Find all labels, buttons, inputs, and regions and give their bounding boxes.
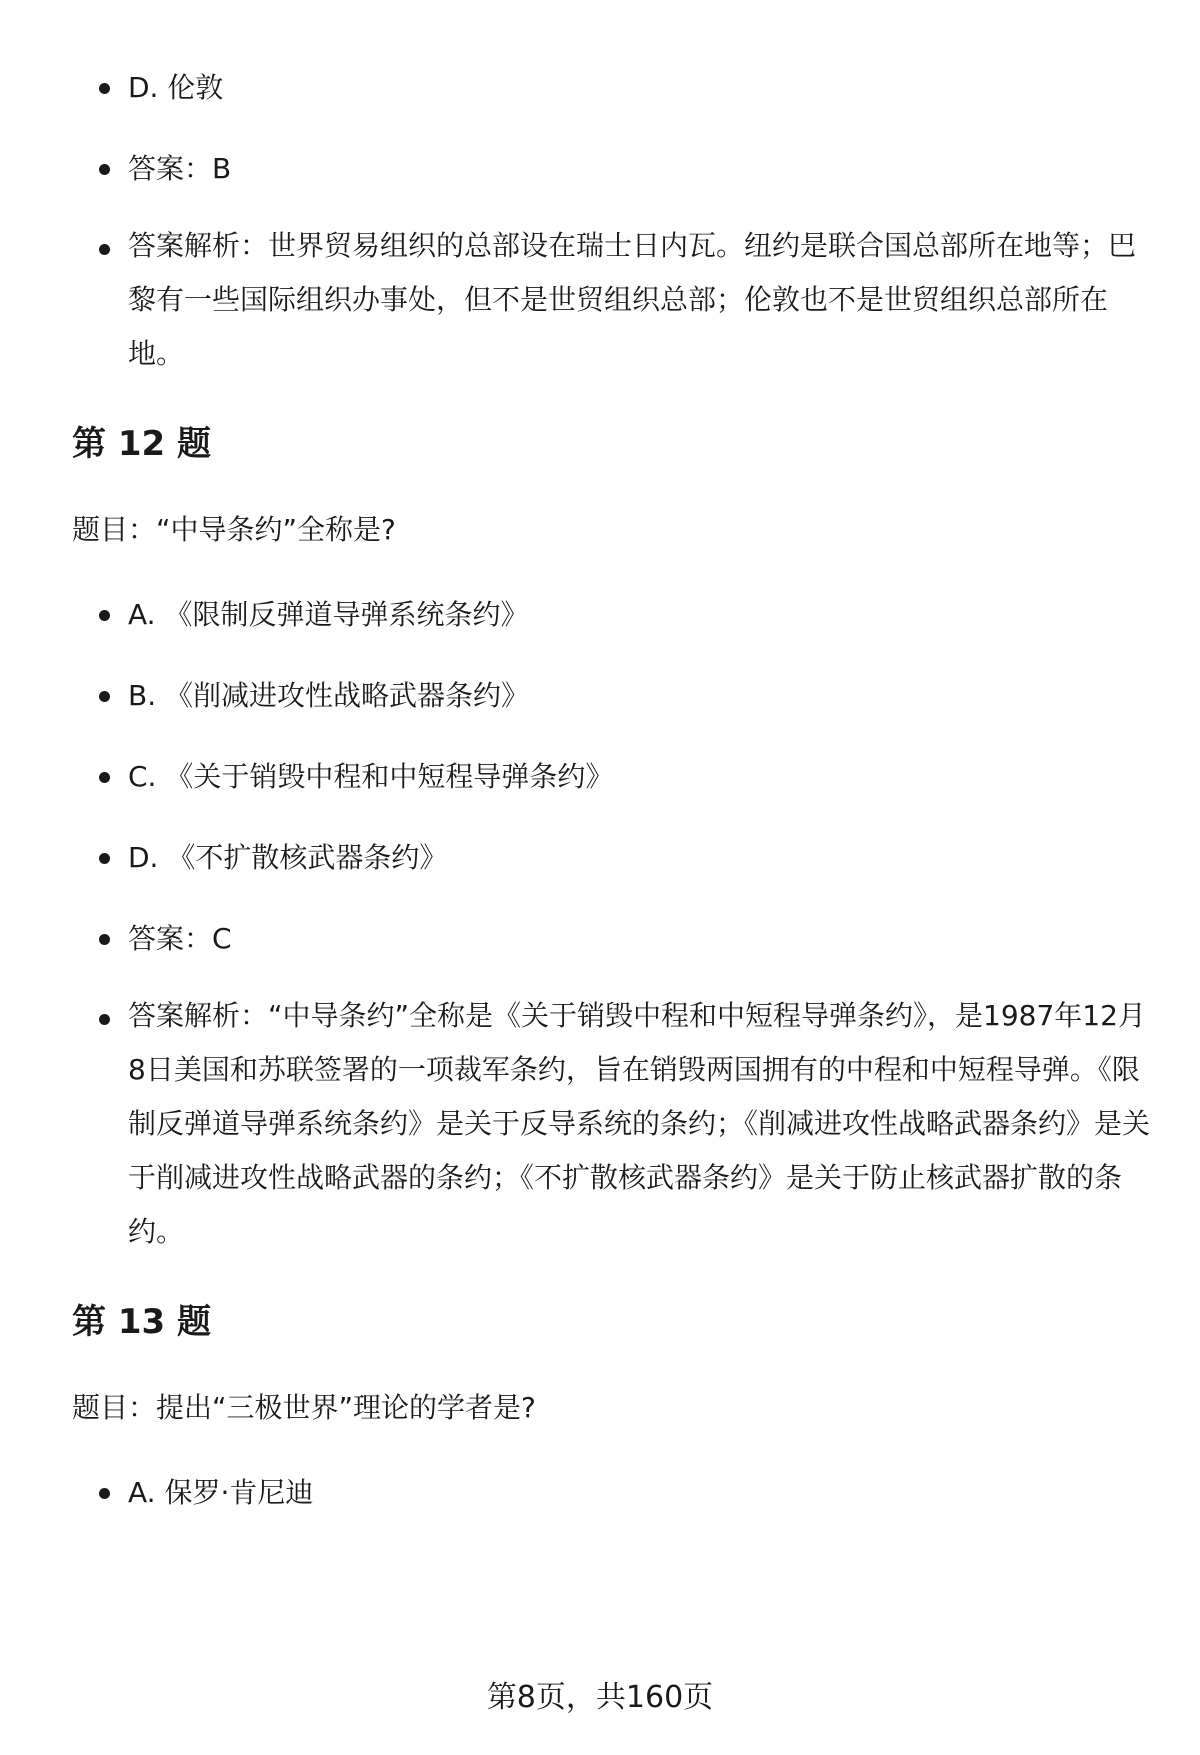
answer: 答案：C: [72, 909, 1152, 969]
question-text-12: 题目：“中导条约”全称是?: [72, 513, 396, 546]
option-a: A. 保罗·肯尼迪: [72, 1463, 1152, 1523]
prev-question-list: [72, 58, 1152, 381]
page-number-footer: 第8页，共160页: [486, 1680, 714, 1715]
question-heading-13: 第 13 题: [72, 1302, 211, 1342]
answer-explanation: 答案解析：世界贸易组织的总部设在瑞士日内瓦。纽约是联合国总部所在地等；巴黎有一些国际组织办事处，但不是世贸组织总部；伦敦也不是世贸组织总部所在地。: [72, 219, 1152, 381]
option-c: C. 《关于销毁中程和中短程导弹条约》: [72, 747, 1152, 807]
answer-explanation: 答案解析：“中导条约”全称是《关于销毁中程和中短程导弹条约》，是1987年12月8日美国和苏联签署的一项裁军条约，旨在销毁两国拥有的中程和中短程导弹。《限制反弹道导弹系统条约》是关于反导系统的条约；《削减进攻性战略武器条约》是关于削减进攻性战略武器的条约；《不扩散核武器条约》是关于防止核武器扩散的条约。: [72, 989, 1152, 1259]
option-a: A. 《限制反弹道导弹系统条约》: [72, 585, 1152, 645]
question-12-list: [72, 585, 1152, 1259]
answer: 答案：B: [72, 139, 1152, 199]
page-content: [72, 58, 1152, 1552]
option-b: B. 《削减进攻性战略武器条约》: [72, 666, 1152, 726]
option-d: D. 伦敦: [72, 58, 1152, 118]
option-d: D. 《不扩散核武器条约》: [72, 828, 1152, 888]
question-text-13: 题目：提出“三极世界”理论的学者是?: [72, 1391, 536, 1424]
question-13-list: [72, 1463, 1152, 1523]
question-heading-12: 第 12 题: [72, 424, 211, 464]
